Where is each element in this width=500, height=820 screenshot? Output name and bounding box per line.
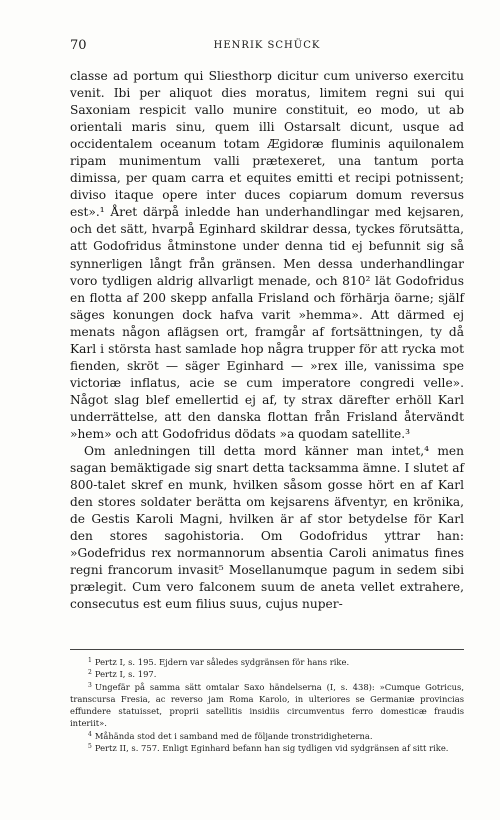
footnote-text: Pertz I, s. 195. Ejdern var således sydgränsen för hans rike. <box>94 657 350 667</box>
footnote-mark: 2 <box>88 669 92 677</box>
footnote <box>70 742 464 754</box>
footnotes <box>70 656 464 754</box>
footnote <box>70 668 464 680</box>
footnote <box>70 681 464 730</box>
footnote-mark: 3 <box>88 681 92 689</box>
footnote <box>70 730 464 742</box>
footnote-divider <box>70 649 464 650</box>
footnote-mark: 5 <box>88 743 92 751</box>
running-head: HENRIK SCHÜCK <box>213 40 321 51</box>
footnote-text: Ungefär på samma sätt omtalar Saxo händelserna (I, s. 438): »Cumque Gotricus, transcursa Fresia, ac reverso jam Roma Karolo, in ulteriores se Germaniæ provincias effundere statuisset, proprii satellitis insidiis circumventus ferro domesticæ fraudis interiit». <box>70 681 464 729</box>
page-number: 70 <box>70 38 87 53</box>
footnote-mark: 4 <box>88 730 92 738</box>
footnote-text: Pertz II, s. 757. Enligt Eginhard befann han sig tydligen vid sydgränsen af sitt rike. <box>94 743 449 754</box>
footnote-text: Måhända stod det i samband med de följande tronstridigheterna. <box>94 730 373 741</box>
paragraph: classe ad portum qui Sliesthorp dicitur cum universo exercitu venit. Ibi per aliquot dies moratus, limitem regni sui qui Saxoniam respicit vallo munire constituit, eo modo, ut ab orientali maris sinu, quem illi Ostarsalt dicunt, usque ad occidentalem oceanum totam Ægidoræ fluminis aquilonalem ripam munimentum valli prætexeret, una tantum porta dimissa, per quam carra et equites emitti et recipi potnissent; diviso itaque opere inter duces copiarum domum reversus est».¹ Året därpå inledde han underhandlingar med kejsaren, och det sätt, hvarpå Eginhard skildrar dessa, tyckes förutsätta, att Godofridus åtminstone under denna tid ej befunnit sig så synnerligen långt från gränsen. Men dessa underhandlingar voro tydligen aldrig allvarligt menade, och 810² lät Godofridus en flotta af 200 skepp anfalla Frisland och förhärja öarne; själf säges konungen dock hafva varit »hemma». Att därmed ej menats någon aflägsen ort, framgår af fortsättningen, ty då Karl i största hast samlade hop några trupper för att rycka mot fienden, skröt — säger Eginhard — »rex ille, vanissima spe victoriæ inflatus, acie se cum imperatore congredi velle». Något slag blef emellertid ej af, ty strax därefter erhöll Karl underrättelse, att den danska flottan från Frisland återvändt »hem» och att Godofridus dödats »a quodam satellite.³ <box>70 69 464 441</box>
body-text <box>70 68 464 614</box>
footnote <box>70 656 464 668</box>
paragraph: Om anledningen till detta mord känner man intet,⁴ men sagan bemäktigade sig snart detta tacksamma ämne. I slutet af 800-talet skref en munk, hvilken såsom gosse hört en af Karl den stores soldater berätta om kejsarens äfventyr, en krönika, de Gestis Karoli Magni, hvilken är af stor betydelse för Karl den stores sagohistoria. Om Godofridus yttrar han: »Godefridus rex normannorum absentia Caroli animatus fines regni francorum invasit⁵ Mosellanumque pagum in sedem sibi prælegit. Cum vero falconem suum de aneta vellet extrahere, consecutus est eum filius suus, cujus nuper- <box>70 444 464 612</box>
footnote-mark: 1 <box>88 657 92 664</box>
page-header <box>70 38 464 54</box>
footnote-text: Pertz I, s. 197. <box>94 669 157 680</box>
